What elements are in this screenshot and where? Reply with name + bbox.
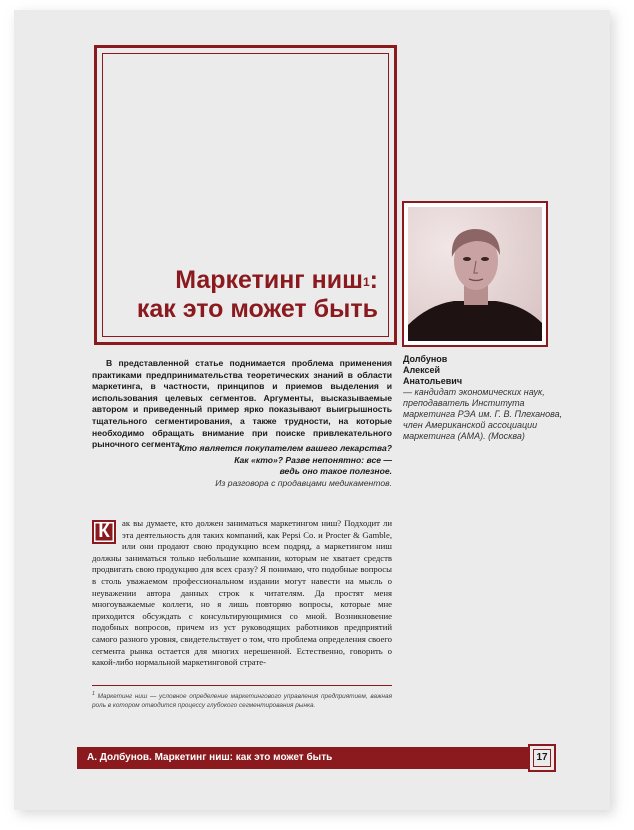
title-line2: как это может быть [136,295,378,323]
journal-page [14,10,610,810]
footnote-divider [92,685,392,686]
article-title [137,266,378,324]
footnote-number: 1 [92,691,95,697]
article-abstract: В представленной статье поднимается проблема применения практиками предпринимательства теоретических знаний в области маркетинга, в частности, принципов и приемов выделения и использования целевых сегментов. Аргументы, высказываемые автором и приведенный пример ярко показывают выигрышность тщательного сегментирования, а также трудности, на которые необходимо обращать внимание при поиске привлекательного рыночного сегмента. [92,358,392,450]
epigraph-line3: ведь оно такое полезное. [279,466,392,477]
portrait-illustration [408,207,542,341]
running-title: А. Долбунов. Маркетинг ниш: как это может быть [87,752,333,763]
author-info [403,354,563,442]
body-paragraph: ак вы думаете, кто должен заниматься маркетингом ниш? Подходит ли эта деятельность для таких компаний, как Pepsi Co. и Procter & Gamble, или они продают свою продукцию всем подряд, а маркетингом ниш должны заниматься только небольшие компании, которым не хватает средств продвигать свою продукцию для всех сразу? Я понимаю, что подобные вопросы в столь уважаемом профессиональном издании могут навести на мысль о неуважении автора данных строк к читателям. Да простят меня многоуважаемые коллеги, но я лишь повторяю вопросы, которые мне приходится обсуждать с консультирующимися со мной. Возникновение подобных вопросов, причем из уст руководящих работников предприятий самого разного уровня, свидетельствует о том, что проблема определения своего сегмента рынка остается для многих нерешенной. Естественно, говорить о какой-либо нормальной маркетинговой страте- [92,518,392,668]
title-footnote-ref[interactable]: 1 [362,275,370,289]
epigraph-line2: Как «кто»? Разве непонятно: все — [234,454,392,465]
author-surname: Долбунов [403,354,448,364]
author-bio: — кандидат экономических наук, преподаватель Института маркетинга РЭА им. Г. В. Плеханова, член Американской ассоциации маркетинга (АМА). (Москва) [403,387,563,441]
epigraph [134,443,392,489]
author-photo-frame [402,201,548,347]
page-number-box [528,744,556,772]
footnote-text: Маркетинг ниш — условное определение маркетингового управления предприятием, важная роль в котором отводится процессу глубокого сегментирования рынка. [92,693,392,709]
title-frame [94,45,397,345]
epigraph-source: Из разговора с продавцами медикаментов. [215,477,392,488]
article-body [92,518,392,669]
running-footer [77,747,537,769]
author-patronymic: Анатольевич [403,376,463,386]
title-line1: Маркетинг ниш [175,266,363,294]
footnote [92,690,392,710]
drop-cap: К [92,520,116,544]
title-frame-inner [102,53,389,337]
epigraph-line1: Кто является покупателем вашего лекарства? [179,443,392,453]
page-number: 17 [533,749,551,767]
author-first-name: Алексей [403,365,441,375]
author-photo [408,207,542,341]
title-line1-end: : [369,266,378,294]
